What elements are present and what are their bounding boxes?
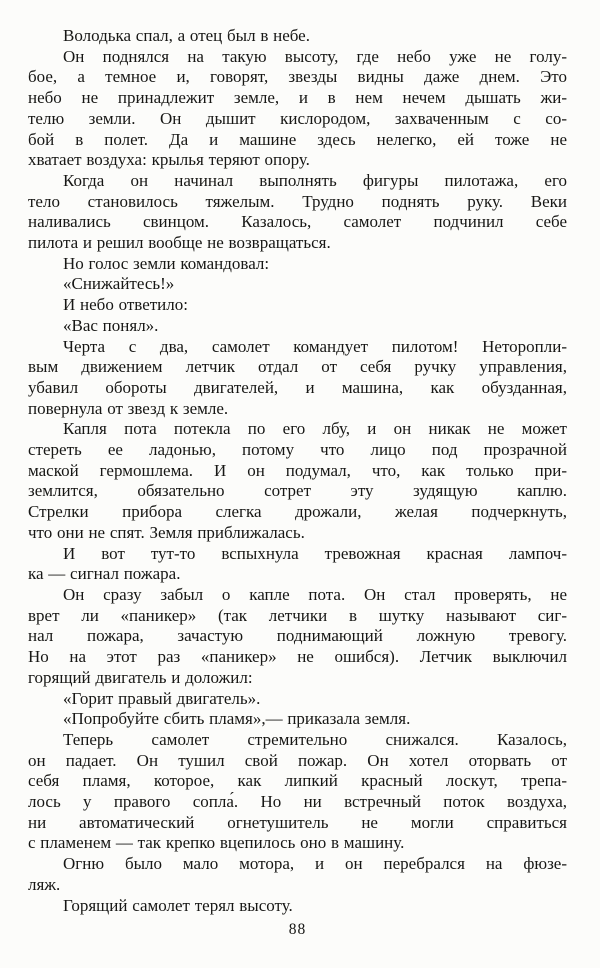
text-line: Он поднялся на такую высоту, где небо уже не голу- — [63, 46, 567, 66]
text-line: И вот тут-то вспыхнула тревожная красная лампоч- — [63, 543, 567, 563]
text-line: горящий двигатель и доложил: — [28, 667, 253, 687]
paragraph — [28, 274, 567, 295]
text-line: наливались свинцом. Казалось, самолет подчинил себе — [28, 212, 567, 232]
text-line: «Попробуйте сбить пламя»,— приказала земля. — [63, 709, 411, 729]
text-line: «Вас понял». — [63, 315, 159, 335]
text-line: небо не принадлежит земле, и в нем нечем дышать жи- — [28, 88, 567, 108]
paragraph — [28, 854, 567, 895]
text-line: он падает. Он тушил свой пожар. Он хотел оторвать от — [28, 750, 567, 770]
text-line: вым движением летчик отдал от себя ручку управления, — [28, 357, 567, 377]
text-line: «Горит правый двигатель». — [63, 688, 261, 708]
text-line: с пламенем — так крепко вцепилось оно в машину. — [28, 833, 405, 853]
paragraph — [28, 896, 567, 917]
paragraph — [28, 544, 567, 585]
paragraph — [28, 730, 567, 854]
text-line: бое, а темное и, говорят, звезды видны даже днем. Это — [28, 67, 567, 87]
text-line: Он сразу забыл о капле пота. Он стал проверять, не — [63, 584, 567, 604]
text-line: Огню было мало мотора, и он перебрался на фюзе- — [63, 854, 567, 874]
text-line: маской гермошлема. И он подумал, что, как только при- — [28, 460, 567, 480]
text-line: ляж. — [28, 874, 61, 894]
text-line: пилота и решил вообще не возвращаться. — [28, 233, 331, 253]
paragraph — [28, 254, 567, 275]
text-line: себя пламя, которое, как липкий красный лоскут, трепа- — [28, 771, 567, 791]
text-line: бой в полет. Да и машине здесь нелегко, ей тоже не — [28, 129, 567, 149]
paragraph — [28, 26, 567, 47]
text-line: стереть ее ладонью, потому что лицо под прозрачной — [28, 440, 567, 460]
paragraph — [28, 316, 567, 337]
text-line: ни автоматический огнетушитель не могли справиться — [28, 812, 567, 832]
page-number: 88 — [288, 921, 307, 939]
paragraph — [28, 419, 567, 543]
text-line: Володька спал, а отец был в небе. — [63, 26, 310, 45]
paragraph — [28, 689, 567, 710]
text-line: И небо ответило: — [63, 295, 188, 315]
paragraph — [28, 709, 567, 730]
text-line: хватает воздуха: крылья теряют опору. — [28, 150, 310, 170]
text-block — [28, 26, 567, 916]
text-line: тело становилось тяжелым. Трудно поднять руку. Веки — [28, 191, 567, 211]
text-line: Черта с два, самолет командует пилотом! Неторопли- — [63, 336, 567, 356]
text-line: землится, обязательно сотрет эту зудящую каплю. — [28, 481, 567, 501]
text-line: Капля пота потекла по его лбу, и он никак не может — [63, 419, 567, 439]
text-line: убавил обороты двигателей, и машина, как обузданная, — [28, 377, 567, 397]
text-line: Горящий самолет терял высоту. — [63, 895, 293, 915]
paragraph — [28, 585, 567, 689]
paragraph — [28, 47, 567, 171]
text-line: Теперь самолет стремительно снижался. Казалось, — [63, 729, 567, 749]
paragraph — [28, 337, 567, 420]
paragraph — [28, 171, 567, 254]
text-line: ка — сигнал пожара. — [28, 564, 181, 584]
text-line: нал пожара, зачастую поднимающий ложную тревогу. — [28, 626, 567, 646]
text-line: лось у правого сопла́. Но ни встречный поток воздуха, — [28, 792, 567, 812]
text-line: Когда он начинал выполнять фигуры пилотажа, его — [63, 170, 567, 190]
text-line: Стрелки прибора слегка дрожали, желая подчеркнуть, — [28, 502, 567, 522]
paragraph — [28, 295, 567, 316]
text-line: что они не спят. Земля приближалась. — [28, 522, 305, 542]
text-line: телю земли. Он дышит кислородом, захваченным с со- — [28, 108, 567, 128]
text-line: врет ли «паникер» (так летчики в шутку называют сиг- — [28, 605, 567, 625]
text-line: «Снижайтесь!» — [63, 274, 175, 294]
text-line: Но на этот раз «паникер» не ошибся). Летчик выключил — [28, 647, 567, 667]
text-line: повернула от звезд к земле. — [28, 398, 229, 418]
text-line: Но голос земли командовал: — [63, 253, 270, 273]
